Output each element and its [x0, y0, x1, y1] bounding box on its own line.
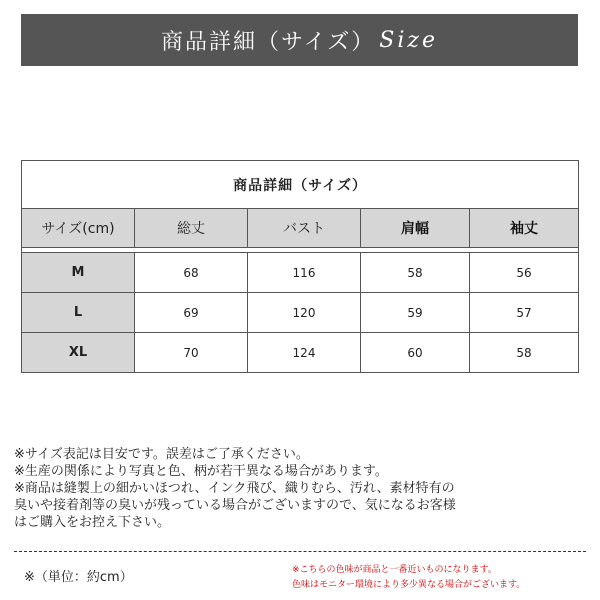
row-length: 68 [135, 253, 248, 293]
header-size: サイズ(cm) [22, 209, 135, 248]
notes-block [14, 446, 589, 531]
table-header-row [22, 209, 579, 248]
row-bust: 120 [248, 293, 361, 333]
row-sleeve: 56 [470, 253, 579, 293]
note-line: ※商品は縫製上の細かいほつれ、インク飛び、織りむら、汚れ、素材特有の [14, 481, 455, 496]
table-row [22, 253, 579, 293]
color-note-line: 色味はモニター環境により多少異なる場合がございます。 [292, 580, 526, 590]
size-table [21, 160, 579, 373]
row-sleeve: 58 [470, 333, 579, 373]
table-row [22, 333, 579, 373]
note-line: はご購入をお控え下さい。 [14, 515, 171, 530]
row-bust: 116 [248, 253, 361, 293]
unit-note: ※（単位：約cm） [24, 570, 133, 585]
row-shoulder: 58 [361, 253, 470, 293]
note-line: ※生産の関係により写真と色、柄が若干異なる場合があります。 [14, 464, 388, 479]
header-sleeve: 袖丈 [470, 209, 579, 248]
row-size: XL [22, 333, 135, 373]
row-size: M [22, 253, 135, 293]
note-line: ※サイズ表記は目安です。誤差はご了承ください。 [14, 447, 309, 462]
header-length: 総丈 [135, 209, 248, 248]
color-note [292, 563, 592, 593]
banner-size-word: Size [379, 27, 438, 53]
table-title: 商品詳細（サイズ） [22, 161, 579, 209]
note-line: 臭いや接着剤等の臭いが残っている場合がございますので、気になるお客様 [14, 498, 456, 513]
row-shoulder: 60 [361, 333, 470, 373]
table-row [22, 293, 579, 333]
table-title-row [22, 161, 579, 209]
row-bust: 124 [248, 333, 361, 373]
page-banner [21, 14, 578, 66]
header-shoulder: 肩幅 [361, 209, 470, 248]
color-note-line: ※こちらの色味が商品と一番近いものになります。 [292, 565, 497, 575]
row-sleeve: 57 [470, 293, 579, 333]
row-length: 70 [135, 333, 248, 373]
row-length: 69 [135, 293, 248, 333]
row-shoulder: 59 [361, 293, 470, 333]
banner-title: 商品詳細（サイズ） [161, 29, 376, 55]
header-bust: バスト [248, 209, 361, 248]
row-size: L [22, 293, 135, 333]
dashed-divider [14, 551, 586, 552]
